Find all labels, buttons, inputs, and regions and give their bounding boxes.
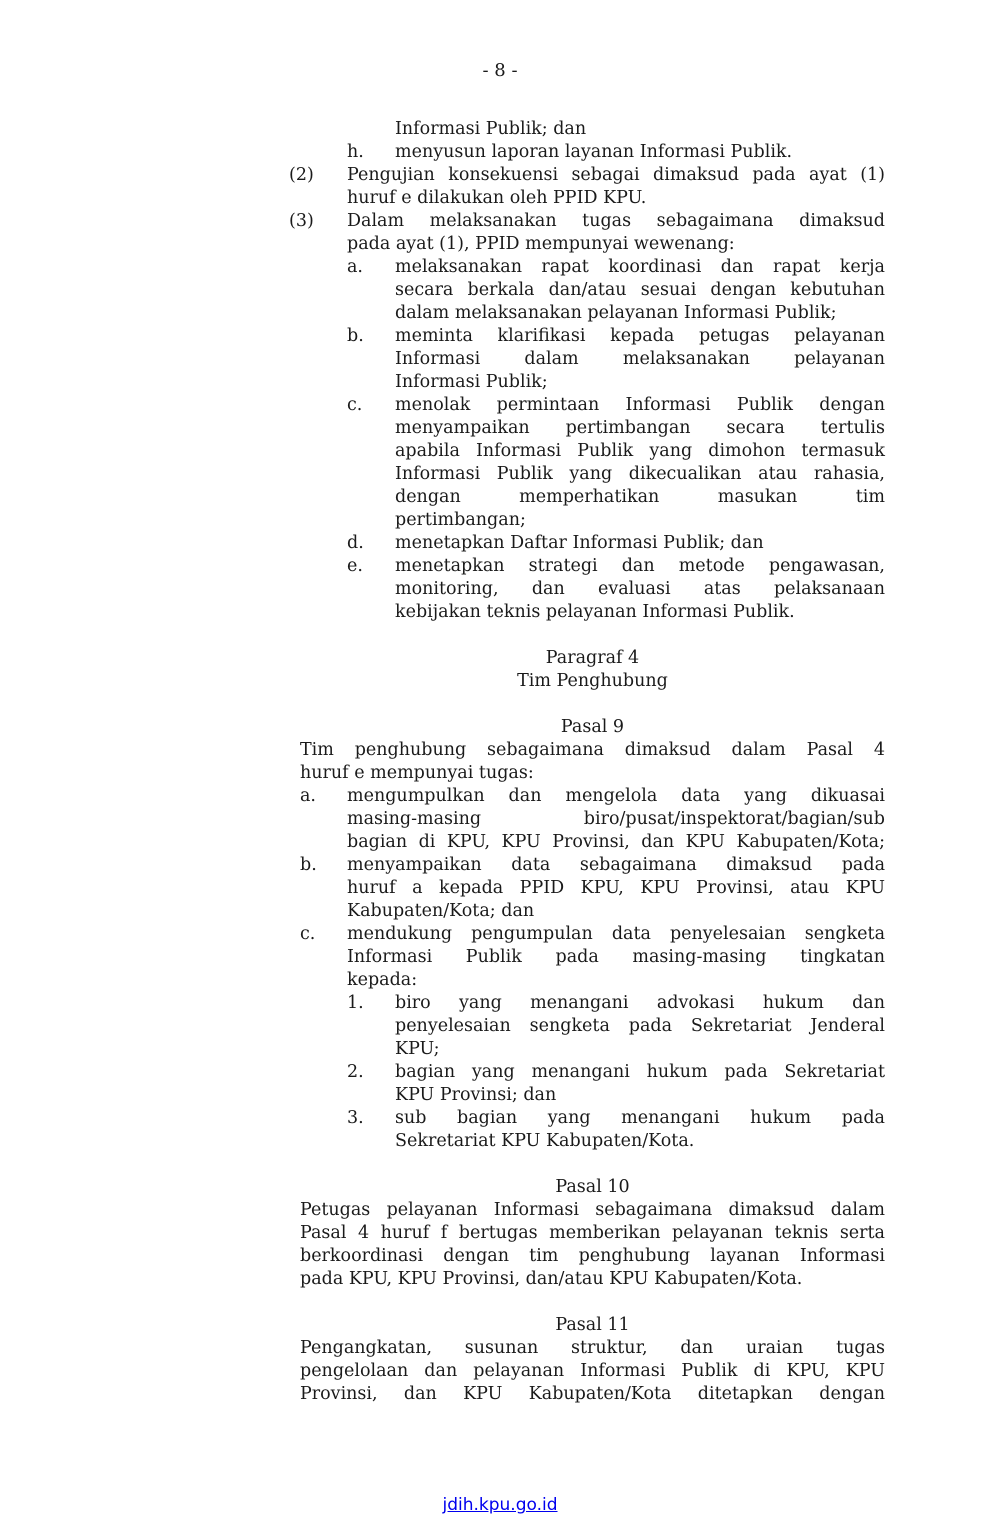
- sublist-item-text: biro yang menangani advokasi hukum dan: [395, 993, 885, 1013]
- list-item-text: menyampaikan pertimbangan secara tertulis: [395, 418, 885, 438]
- sublist-marker: 3.: [347, 1108, 364, 1128]
- list-item-text: mengumpulkan dan mengelola data yang dikuasai: [347, 786, 885, 806]
- list-marker: e.: [347, 556, 363, 576]
- list-item-text: menyusun laporan layanan Informasi Publik.: [395, 142, 793, 162]
- list-marker: a.: [347, 257, 363, 277]
- sublist-item-text: penyelesaian sengketa pada Sekretariat Jenderal: [395, 1016, 885, 1036]
- pasal-heading: Pasal 11: [555, 1315, 630, 1335]
- paragraf-heading: Paragraf 4: [545, 648, 640, 668]
- list-item-text: Pengujian konsekuensi sebagai dimaksud pada ayat (1): [347, 165, 885, 185]
- sublist-marker: 1.: [347, 993, 364, 1013]
- list-item-text: apabila Informasi Publik yang dimohon termasuk: [395, 441, 885, 461]
- footer-link[interactable]: jdih.kpu.go.id: [442, 1495, 558, 1515]
- list-marker: h.: [347, 142, 364, 162]
- list-item-text: Dalam melaksanakan tugas sebagaimana dimaksud: [347, 211, 885, 231]
- sublist-item-text: bagian yang menangani hukum pada Sekretariat: [395, 1062, 885, 1082]
- list-item-text: menetapkan Daftar Informasi Publik; dan: [395, 533, 764, 553]
- pasal-heading: Pasal 10: [555, 1177, 630, 1197]
- list-item-text: mendukung pengumpulan data penyelesaian sengketa: [347, 924, 885, 944]
- list-marker: b.: [347, 326, 364, 346]
- list-item-text: menyampaikan data sebagaimana dimaksud pada: [347, 855, 885, 875]
- pasal-intro: Tim penghubung sebagaimana dimaksud dalam Pasal 4: [300, 740, 885, 760]
- sublist-item-text: sub bagian yang menangani hukum pada: [395, 1108, 885, 1128]
- list-item-text: secara berkala dan/atau sesuai dengan kebutuhan: [395, 280, 885, 300]
- pasal-text: Petugas pelayanan Informasi sebagaimana dimaksud dalam: [300, 1200, 885, 1220]
- list-item-text: Informasi Publik pada masing-masing tingkatan: [347, 947, 885, 967]
- list-item-text: pada ayat (1), PPID mempunyai wewenang:: [347, 234, 735, 254]
- list-item-text: kebijakan teknis pelayanan Informasi Publik.: [395, 602, 795, 622]
- pasal-intro: huruf e mempunyai tugas:: [300, 763, 534, 783]
- paragraf-subheading: Tim Penghubung: [517, 671, 668, 691]
- list-item-text: masing-masing biro/pusat/inspektorat/bagian/sub: [347, 809, 885, 829]
- list-item-text: menetapkan strategi dan metode pengawasan,: [395, 556, 885, 576]
- list-item-text: huruf e dilakukan oleh PPID KPU.: [347, 188, 647, 208]
- sublist-item-text: KPU;: [395, 1039, 440, 1059]
- pasal-heading: Pasal 9: [560, 717, 625, 737]
- list-item-text: Informasi dalam melaksanakan pelayanan: [395, 349, 885, 369]
- list-item-text: Kabupaten/Kota; dan: [347, 901, 535, 921]
- pasal-text: Pasal 4 huruf f bertugas memberikan pelayanan teknis serta: [300, 1223, 885, 1243]
- list-item-text: dalam melaksanakan pelayanan Informasi Publik;: [395, 303, 837, 323]
- sublist-item-text: KPU Provinsi; dan: [395, 1085, 557, 1105]
- list-marker: (3): [289, 211, 314, 231]
- pasal-text: Pengangkatan, susunan struktur, dan uraian tugas: [300, 1338, 885, 1358]
- sublist-marker: 2.: [347, 1062, 364, 1082]
- list-item-text: Informasi Publik; dan: [395, 119, 587, 139]
- page-number: - 8 -: [482, 60, 518, 81]
- list-item-text: Informasi Publik;: [395, 372, 548, 392]
- list-item-text: Informasi Publik yang dikecualikan atau rahasia,: [395, 464, 885, 484]
- pasal-text: berkoordinasi dengan tim penghubung layanan Informasi: [300, 1246, 885, 1266]
- list-item-text: kepada:: [347, 970, 418, 990]
- list-marker: b.: [300, 855, 317, 875]
- pasal-text: pada KPU, KPU Provinsi, dan/atau KPU Kabupaten/Kota.: [300, 1269, 803, 1289]
- list-item-text: huruf a kepada PPID KPU, KPU Provinsi, atau KPU: [347, 878, 885, 898]
- list-item-text: melaksanakan rapat koordinasi dan rapat kerja: [395, 257, 885, 277]
- list-marker: c.: [300, 924, 316, 944]
- list-item-text: dengan memperhatikan masukan tim: [395, 487, 885, 507]
- pasal-text: pengelolaan dan pelayanan Informasi Publik di KPU, KPU: [300, 1361, 885, 1381]
- list-marker: c.: [347, 395, 363, 415]
- list-item-text: monitoring, dan evaluasi atas pelaksanaan: [395, 579, 885, 599]
- list-item-text: pertimbangan;: [395, 510, 526, 530]
- list-marker: d.: [347, 533, 364, 553]
- list-item-text: bagian di KPU, KPU Provinsi, dan KPU Kabupaten/Kota;: [347, 832, 885, 852]
- list-marker: a.: [300, 786, 316, 806]
- list-item-text: menolak permintaan Informasi Publik dengan: [395, 395, 885, 415]
- list-item-text: meminta klarifikasi kepada petugas pelayanan: [395, 326, 885, 346]
- list-marker: (2): [289, 165, 314, 185]
- sublist-item-text: Sekretariat KPU Kabupaten/Kota.: [395, 1131, 695, 1151]
- pasal-text: Provinsi, dan KPU Kabupaten/Kota ditetapkan dengan: [300, 1384, 885, 1404]
